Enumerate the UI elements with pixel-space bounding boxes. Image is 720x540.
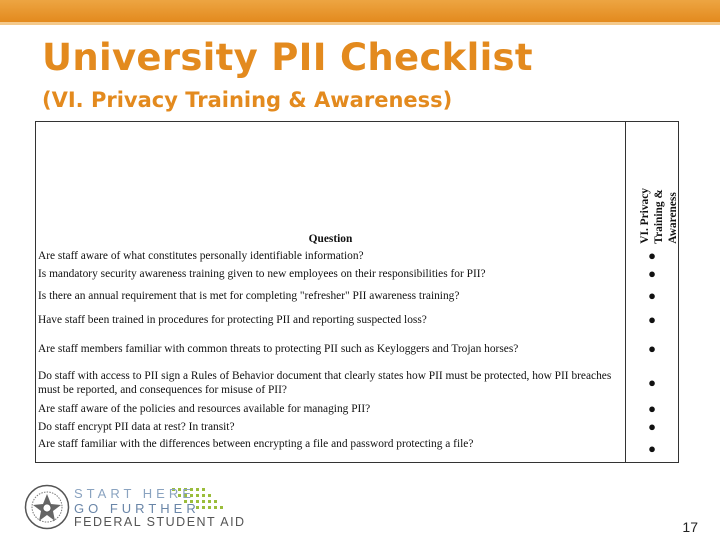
question-cell: Is there an annual requirement that is met for completing "refresher" PII awareness training? [36, 284, 626, 308]
check-mark: ● [648, 312, 656, 327]
top-banner-rule [0, 22, 720, 25]
table-row [36, 332, 679, 366]
question-cell: Are staff aware of what constitutes personally identifiable information? [36, 248, 626, 264]
check-mark: ● [648, 341, 656, 356]
check-mark: ● [648, 248, 656, 263]
question-cell: Are staff familiar with the differences between encrypting a file and password protecting a file? [36, 436, 626, 462]
logo-text-start-here: START HERE [74, 486, 195, 501]
question-cell: Do staff encrypt PII data at rest? In transit? [36, 418, 626, 436]
question-cell: Do staff with access to PII sign a Rules of Behavior document that clearly states how PII must be protected, how PII breaches must be reported, and consequences for misuse of PII? [36, 366, 626, 400]
table-row [36, 418, 679, 436]
table-row [36, 366, 679, 400]
question-column-header: Question [36, 122, 626, 249]
question-cell: Have staff been trained in procedures for protecting PII and reporting suspected loss? [36, 308, 626, 332]
federal-student-aid-logo [20, 484, 270, 532]
check-mark: ● [648, 266, 656, 281]
table-row [36, 284, 679, 308]
category-header-line: VI. Privacy [639, 188, 651, 244]
check-mark: ● [648, 440, 656, 456]
table-row [36, 436, 679, 462]
check-mark: ● [648, 419, 656, 434]
check-mark: ● [648, 375, 656, 390]
table-row [36, 400, 679, 418]
table-row [36, 248, 679, 264]
check-mark: ● [648, 401, 656, 416]
question-cell: Is mandatory security awareness training given to new employees on their responsibilities for PII? [36, 264, 626, 284]
department-seal-icon [24, 484, 70, 530]
page-title: University PII Checklist [42, 36, 533, 79]
category-column-header [626, 122, 679, 249]
question-cell: Are staff members familiar with common threats to protecting PII such as Keyloggers and Trojan horses? [36, 332, 626, 366]
page-subtitle: (VI. Privacy Training & Awareness) [42, 88, 453, 112]
check-mark: ● [648, 288, 656, 303]
logo-text-federal-student-aid: FEDERAL STUDENT AID [74, 515, 246, 529]
category-header-line: Training & [653, 189, 665, 244]
question-cell: Are staff aware of the policies and resources available for managing PII? [36, 400, 626, 418]
page-number: 17 [682, 519, 698, 535]
checklist-table [35, 121, 679, 463]
table-row [36, 308, 679, 332]
top-banner [0, 0, 720, 22]
category-header-line: Awareness [667, 192, 679, 244]
table-header-row [36, 122, 679, 249]
logo-text-go-further: GO FURTHER [74, 501, 200, 516]
table-row [36, 264, 679, 284]
